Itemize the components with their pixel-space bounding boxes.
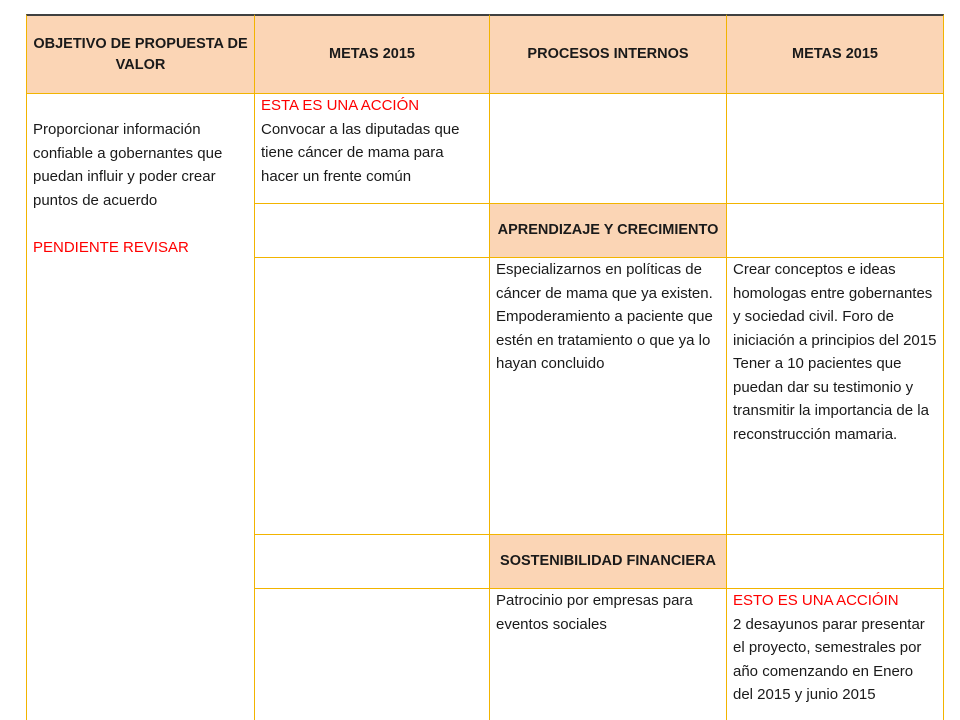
header-metas-b-label: METAS 2015 (792, 46, 878, 62)
sostenibilidad-objetivo: Patrocinio por empresas para eventos sociales (496, 592, 693, 633)
sostenibilidad-meta-cell (726, 588, 944, 720)
aprendizaje-header (489, 203, 727, 258)
header-objetivo-label: OBJETIVO DE PROPUESTA DE VALOR (33, 35, 248, 73)
empty-cell (254, 203, 490, 258)
sostenibilidad-accion-label: ESTO ES UNA ACCIÓIN (733, 592, 899, 609)
empty-cell (254, 588, 490, 720)
header-objetivo (26, 14, 255, 94)
header-procesos-label: PROCESOS INTERNOS (527, 46, 689, 62)
sostenibilidad-header (489, 534, 727, 589)
empty-cell (489, 93, 727, 204)
aprendizaje-metas-cell (726, 257, 944, 535)
objetivo-text: Proporcionar información confiable a gobernantes que puedan influir y poder crear puntos de acuerdo (33, 121, 223, 209)
header-metas-2015-b (726, 14, 944, 94)
objetivo-status: PENDIENTE REVISAR (33, 238, 189, 256)
sostenibilidad-objetivo-cell (489, 588, 727, 720)
empty-cell (254, 257, 490, 535)
sostenibilidad-heading: SOSTENIBILIDAD FINANCIERA (500, 553, 716, 569)
meta-procesos-text: Convocar a las diputadas que tiene cáncer de mama para hacer un frente común (261, 120, 460, 185)
empty-cell (254, 534, 490, 589)
aprendizaje-objetivo-2: Empoderamiento a paciente que estén en tratamiento o que ya lo hayan concluido (496, 308, 713, 372)
empty-cell (726, 203, 944, 258)
objetivo-cell (26, 93, 255, 720)
accion-label: ESTA ES UNA ACCIÓN (261, 97, 420, 114)
header-metas-a-label: METAS 2015 (329, 46, 415, 62)
aprendizaje-objetivo-1: Especializarnos en políticas de cáncer de mama que ya existen. (496, 261, 713, 302)
aprendizaje-meta-2: Tener a 10 pacientes que puedan dar su testimonio y transmitir la importancia de la reconstrucción mamaria. (733, 355, 929, 443)
sostenibilidad-meta: 2 desayunos parar presentar el proyecto, semestrales por año comenzando en Enero del 2015 y junio 2015 (733, 615, 925, 703)
aprendizaje-meta-1: Crear conceptos e ideas homologas entre gobernantes y sociedad civil. Foro de iniciación a principios del 2015 (733, 261, 937, 349)
empty-cell (726, 534, 944, 589)
header-metas-2015-a (254, 14, 490, 94)
header-procesos-internos (489, 14, 727, 94)
empty-cell (726, 93, 944, 204)
aprendizaje-heading: APRENDIZAJE Y CRECIMIENTO (497, 222, 719, 238)
meta-procesos-cell (254, 93, 490, 204)
aprendizaje-objetivos-cell (489, 257, 727, 535)
